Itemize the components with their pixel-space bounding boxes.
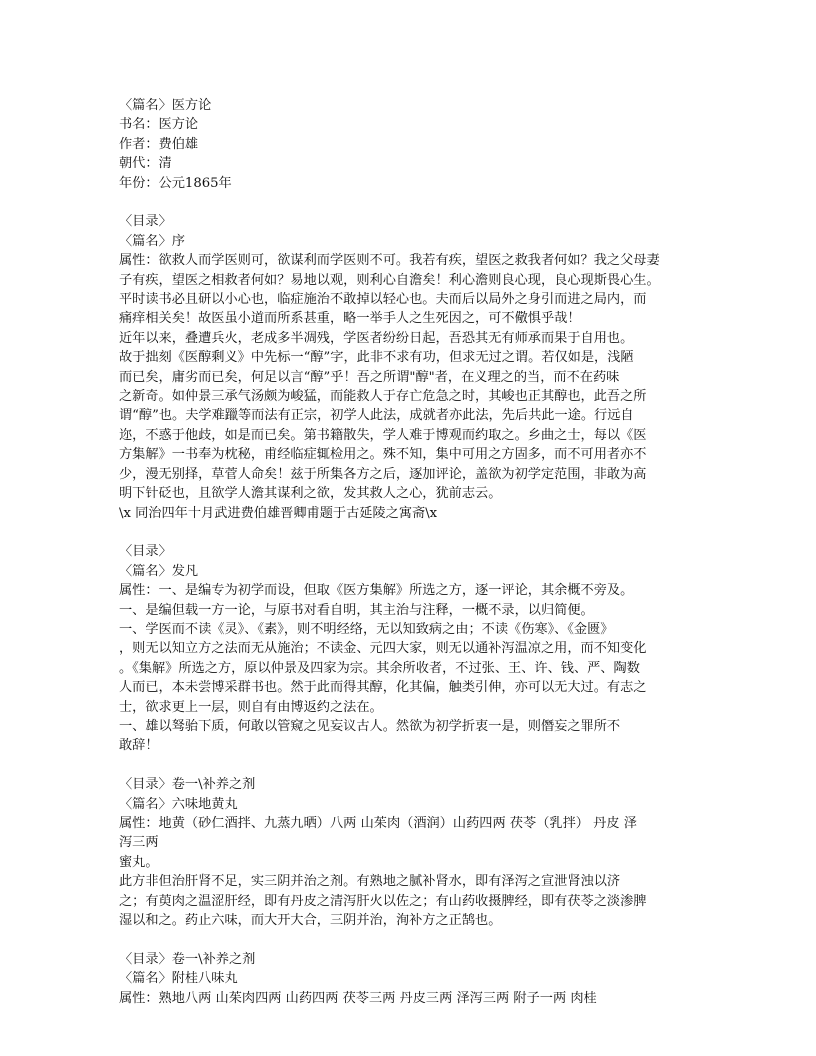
text-line: 敢辞！ <box>119 738 159 754</box>
blank-line <box>119 523 691 542</box>
year-line: 年份：公元1865年 <box>119 175 232 191</box>
text-line: 谓“醇”也。夫学难躐等而法有正宗，初学人此法，成就者亦此法，先后共此一途。行远自 <box>119 408 634 424</box>
section-fugui-bawei-wan <box>119 950 691 1008</box>
section-title: 〈篇名〉发凡 <box>119 563 199 579</box>
text-line: 属性：一、是编专为初学而设，但取《医方集解》所选之方，逐一评论，其余概不旁及。 <box>119 583 634 599</box>
section-title: 〈篇名〉六味地黄丸 <box>119 796 238 812</box>
text-line: 一、学医而不读《灵》、《素》，则不明经络，无以知致病之由；不读《伤寒》、《金匮》 <box>119 621 614 637</box>
toc-marker: 〈目录〉卷一\补养之剂 <box>119 777 256 793</box>
section-general-notes <box>119 542 691 755</box>
author-line: 作者：费伯雄 <box>119 136 199 152</box>
dynasty-line: 朝代：清 <box>119 156 172 172</box>
section-preface <box>119 212 691 523</box>
text-line: 泻三两 <box>119 835 159 851</box>
text-line: 平时读书必且研以小心也，临症施治不敢掉以轻心也。夫而后以局外之身引而进之局内，而 <box>119 292 647 308</box>
text-line: 属性：欲救人而学医则可，欲谋利而学医则不可。我若有疾，望医之救我者何如？我之父母妻 <box>119 253 660 269</box>
text-line: 痛痒相关矣！故医虽小道而所系甚重，略一举手人之生死因之，可不儆惧乎哉！ <box>119 311 581 327</box>
text-line: 方集解》一书奉为枕秘，甫经临症辄检用之。殊不知，集中可用之方固多，而不可用者亦不 <box>119 447 647 463</box>
text-line: 属性：熟地八两 山茱肉四两 山药四两 茯苓三两 丹皮三两 泽泻三两 附子一两 肉桂 <box>119 990 597 1006</box>
blank-line <box>119 193 691 212</box>
text-line: 之；有萸肉之温涩肝经，即有丹皮之清泻肝火以佐之；有山药收摄脾经，即有茯苓之淡渗脾 <box>119 893 647 909</box>
text-line: 而已矣，庸劣而已矣，何足以言“醇”乎！吾之所谓"醇"者，在义理之的当，而不在药味 <box>119 369 620 385</box>
text-line: ，则无以知立方之法而无从施治；不读金、元四大家，则无以通补泻温凉之用，而不知变化 <box>119 641 647 657</box>
text-line: 。《集解》所选之方，原以仲景及四家为宗。其余所收者，不过张、王、许、钱、严、陶数 <box>119 660 640 676</box>
text-line: 士，欲求更上一层，则自有由博返约之法在。 <box>119 699 383 715</box>
blank-line <box>119 930 691 949</box>
text-line: 少，漫无别择，草菅人命矣！兹于所集各方之后，逐加评论，盖欲为初学定范围，非敢为高 <box>119 466 647 482</box>
text-line: 湿以和之。药止六味，而大开大合，三阴并治，洵补方之正鹄也。 <box>119 913 502 929</box>
text-line: 一、雄以驽骀下质，何敢以管窥之见妄议古人。然欲为初学折衷一是，则僭妄之罪所不 <box>119 718 621 734</box>
chapter-title-line: 〈篇名〉医方论 <box>119 98 212 113</box>
text-line: 明下针砭也，且欲学人澹其谋利之欲，发其救人之心，犹前志云。 <box>119 486 502 502</box>
text-line: 此方非但治肝肾不足，实三阴并治之剂。有熟地之腻补肾水，即有泽泻之宣泄肾浊以济 <box>119 874 621 890</box>
toc-marker: 〈目录〉卷一\补养之剂 <box>119 951 256 967</box>
text-line: 一、是编但载一方一论，与原书对看自明，其主治与注释，一概不录，以归简便。 <box>119 602 594 618</box>
blank-line <box>119 756 691 775</box>
header-block <box>119 96 691 193</box>
text-line: 属性：地黄（砂仁酒拌、九蒸九晒）八两 山茱肉（酒润）山药四两 茯苓（乳拌） 丹皮 泽 <box>119 815 637 831</box>
toc-marker: 〈目录〉 <box>119 214 172 230</box>
text-line: 迩，不惑于他歧，如是而已矣。第书籍散失，学人难于博观而约取之。乡曲之士，每以《医 <box>119 427 647 443</box>
section-title: 〈篇名〉附桂八味丸 <box>119 971 238 987</box>
text-line: 近年以来，叠遭兵火，老成多半凋残，学医者纷纷日起，吾恐其无有师承而果于自用也。 <box>119 330 634 346</box>
section-liuwei-dihuang-wan <box>119 775 691 930</box>
text-line: 子有疾，望医之相救者何如？易地以观，则利心自澹矣！利心澹则良心现，良心现斯畏心生。 <box>119 272 660 288</box>
text-line: 故于拙刻《医醇剩义》中先标一“醇”字，此非不求有功，但求无过之谓。若仅如是，浅陋 <box>119 350 634 366</box>
signature-line: \x 同治四年十月武进费伯雄晋卿甫题于古延陵之寓斋\x <box>119 505 438 521</box>
section-title: 〈篇名〉序 <box>119 233 185 249</box>
document-page <box>119 96 691 1008</box>
toc-marker: 〈目录〉 <box>119 544 172 560</box>
text-line: 之新奇。如仲景三承气汤颇为峻猛，而能救人于存亡危急之时，其峻也正其醇也，此吾之所 <box>119 389 647 405</box>
text-line: 人而已，本未尝博采群书也。然于此而得其醇，化其偏，触类引伸，亦可以无大过。有志之 <box>119 680 647 696</box>
book-name-line: 书名：医方论 <box>119 117 199 133</box>
text-line: 蜜丸。 <box>119 854 159 870</box>
